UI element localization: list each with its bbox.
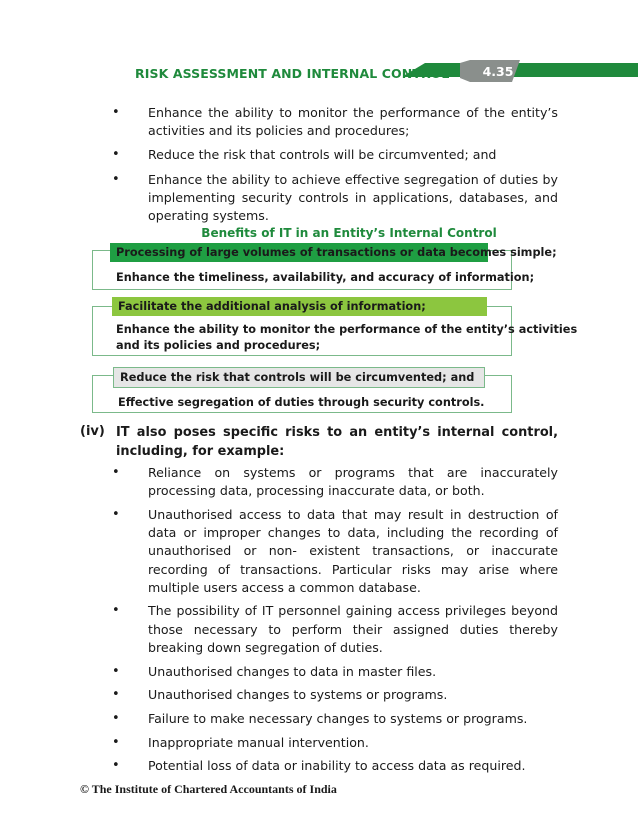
section-label: (iv) bbox=[80, 424, 105, 439]
bullet-icon: • bbox=[112, 171, 120, 187]
benefit-box-2-tag: Facilitate the additional analysis of information; bbox=[112, 297, 487, 316]
benefit-box-2-line: and its policies and procedures; bbox=[116, 339, 321, 352]
list-item: • Unauthorised access to data that may result in destruction of data or improper changes to data, including the recording of unauthorised or non- existent transactions, or inaccurate recording of transactions. Particular risks may arise where multiple users access a common database. bbox=[112, 506, 558, 595]
bullet-icon: • bbox=[112, 105, 120, 120]
bullet-icon: • bbox=[112, 465, 120, 480]
intro-bullet-list bbox=[112, 104, 558, 231]
list-item: • Potential loss of data or inability to access data as required. bbox=[112, 757, 558, 775]
list-item: • Unauthorised changes to data in master files. bbox=[112, 663, 558, 681]
list-item: • Enhance the ability to monitor the performance of the entity’s activities and its policies and procedures; bbox=[112, 105, 558, 139]
bullet-icon: • bbox=[112, 147, 120, 163]
list-item: • Enhance the ability to achieve effective segregation of duties by implementing security controls in applications, databases, and operating systems. bbox=[112, 171, 558, 224]
benefit-box-2-line: Enhance the ability to monitor the performance of the entity’s activities bbox=[116, 323, 578, 336]
bullet-icon: • bbox=[112, 506, 120, 522]
figure-title: Benefits of IT in an Entity’s Internal Control bbox=[201, 226, 497, 240]
bullet-icon: • bbox=[112, 734, 120, 750]
bullet-icon: • bbox=[112, 710, 120, 726]
list-item: • Unauthorised changes to systems or programs. bbox=[112, 686, 558, 704]
section-heading: IT also poses specific risks to an entity’s internal control, including, for example: bbox=[116, 425, 558, 459]
list-item: • Reduce the risk that controls will be circumvented; and bbox=[112, 146, 558, 164]
bullet-icon: • bbox=[112, 663, 120, 679]
benefit-box-1-tag: Processing of large volumes of transactions or data becomes simple; bbox=[110, 243, 488, 262]
benefit-box-3-line: Effective segregation of duties through security controls. bbox=[118, 396, 485, 409]
benefit-box-3-tag: Reduce the risk that controls will be circumvented; and bbox=[113, 367, 485, 388]
risk-bullet-list bbox=[112, 464, 558, 781]
page-number: 4.35 bbox=[482, 64, 514, 79]
list-item: • Reliance on systems or programs that are inaccurately processing data, processing inaccurate data, or both. bbox=[112, 465, 558, 499]
list-item: • The possibility of IT personnel gaining access privileges beyond those necessary to perform their assigned duties thereby breaking down segregation of duties. bbox=[112, 603, 558, 655]
bullet-icon: • bbox=[112, 687, 120, 703]
running-header-title: RISK ASSESSMENT AND INTERNAL CONTROL bbox=[135, 66, 450, 81]
footer-copyright: © The Institute of Chartered Accountants of India bbox=[80, 782, 337, 796]
list-item: • Failure to make necessary changes to systems or programs. bbox=[112, 710, 558, 728]
benefit-box-1-line: Enhance the timeliness, availability, and accuracy of information; bbox=[116, 271, 535, 284]
list-item: • Inappropriate manual intervention. bbox=[112, 734, 558, 752]
bullet-icon: • bbox=[112, 603, 120, 619]
bullet-icon: • bbox=[112, 758, 120, 774]
